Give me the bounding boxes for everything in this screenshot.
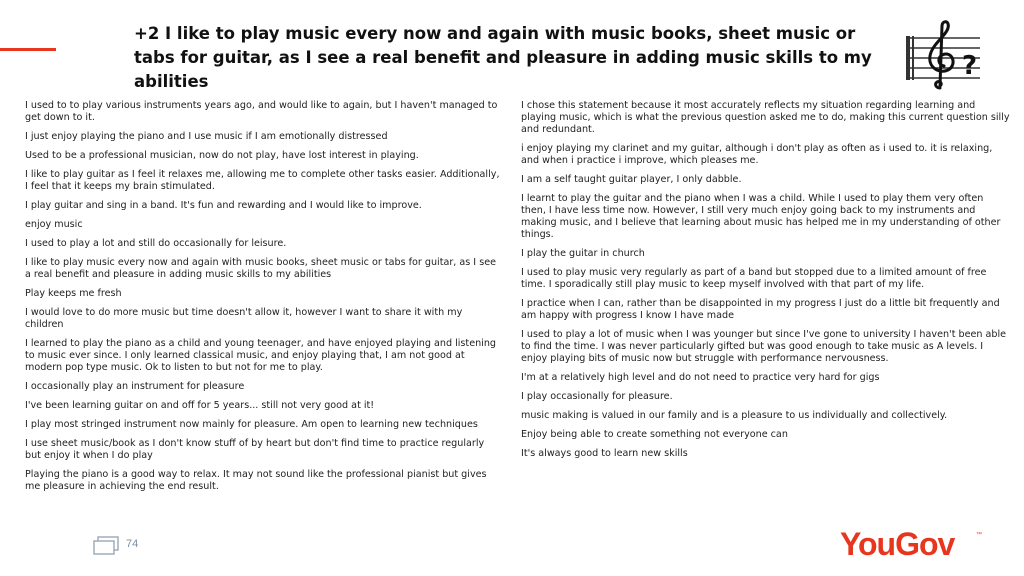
quote-item: I used to play a lot and still do occasionally for leisure. [25, 238, 287, 249]
quote-item: I'm at a relatively high level and do not need to practice very hard for gigs [521, 372, 880, 383]
slides-icon [92, 536, 120, 556]
quote-item: I play occasionally for pleasure. [521, 391, 673, 402]
treble-clef-icon [906, 18, 980, 90]
logo-trademark: ™ [976, 532, 982, 538]
quote-item: enjoy music [25, 219, 83, 230]
yougov-logo: YouGov [840, 526, 955, 562]
quote-item: I would love to do more music but time doesn't allow it, however I want to share it with my children [25, 307, 463, 330]
quote-item: I used to play music very regularly as part of a band but stopped due to a limited amount of free time. I sporadically still play music to keep myself involved with that part of my life. [521, 267, 987, 290]
accent-bar [0, 48, 56, 51]
quote-item: It's always good to learn new skills [521, 448, 688, 459]
quote-item: I practice when I can, rather than be disappointed in my progress I just do a little bit frequently and am happy with progress I know I have made [521, 298, 1000, 321]
quote-item: i enjoy playing my clarinet and my guitar, although i don't play as often as i used to. it is relaxing, and when i practice i improve, which pleases me. [521, 143, 993, 166]
svg-text:?: ? [962, 51, 978, 81]
quote-item: Used to be a professional musician, now do not play, have lost interest in playing. [25, 150, 419, 161]
quote-item: I learnt to play the guitar and the piano when I was a child. While I used to play them very often then, I have less time now. However, I still very much enjoy going back to my instruments and making music, and I believe that learning about music has helped me in my understanding of other things. [521, 193, 1001, 240]
quote-item: I play guitar and sing in a band. It's fun and rewarding and I would like to improve. [25, 200, 422, 211]
quote-item: I use sheet music/book as I don't know stuff of by heart but don't find time to practice regularly but enjoy it when I do play [25, 438, 485, 461]
page-number: 74 [126, 538, 139, 550]
quote-item: Playing the piano is a good way to relax. It may not sound like the professional pianist but gives me pleasure in achieving the end result. [25, 469, 487, 492]
left-quotes-column [25, 100, 501, 500]
quote-item: I like to play music every now and again with music books, sheet music or tabs for guitar, as I see a real benefit and pleasure in adding music skills to my abilities [25, 257, 496, 280]
quote-item: I play the guitar in church [521, 248, 645, 259]
quote-item: Enjoy being able to create something not everyone can [521, 429, 788, 440]
quote-item: music making is valued in our family and is a pleasure to us individually and collectively. [521, 410, 948, 421]
quote-item: I am a self taught guitar player, I only dabble. [521, 174, 742, 185]
quote-item: Play keeps me fresh [25, 288, 122, 299]
quote-item: I occasionally play an instrument for pleasure [25, 381, 245, 392]
slide-title: +2 I like to play music every now and again with music books, sheet music or tabs for guitar, as I see a real benefit and pleasure in adding music skills to my abilities [134, 24, 872, 91]
right-quotes-column [521, 100, 1011, 467]
quote-item: I play most stringed instrument now mainly for pleasure. Am open to learning new techniques [25, 419, 478, 430]
quote-item: I've been learning guitar on and off for 5 years... still not very good at it! [25, 400, 375, 411]
quote-item: I like to play guitar as I feel it relaxes me, allowing me to complete other tasks easier. Additionally, I feel that it keeps my brain stimulated. [25, 169, 500, 192]
quote-item: I used to play a lot of music when I was younger but since I've gone to university I haven't been able to find the time. I was never particularly gifted but was good enough to take music as A levels. I enjoy playing bits of music now but struggle with performance nervousness. [521, 329, 1007, 364]
quote-item: I used to to play various instruments years ago, and would like to again, but I haven't managed to get down to it. [25, 100, 498, 123]
quote-item: I just enjoy playing the piano and I use music if I am emotionally distressed [25, 131, 388, 142]
quote-item: I learned to play the piano as a child and young teenager, and have enjoyed playing and listening to music ever since. I only learned classical music, and enjoy playing that, I am not good at modern pop type music. Ok to listen to but not for me to play. [25, 338, 497, 373]
quote-item: I chose this statement because it most accurately reflects my situation regarding learning and playing music, which is what the previous question asked me to do, making this current question silly and redundant. [521, 100, 1010, 135]
